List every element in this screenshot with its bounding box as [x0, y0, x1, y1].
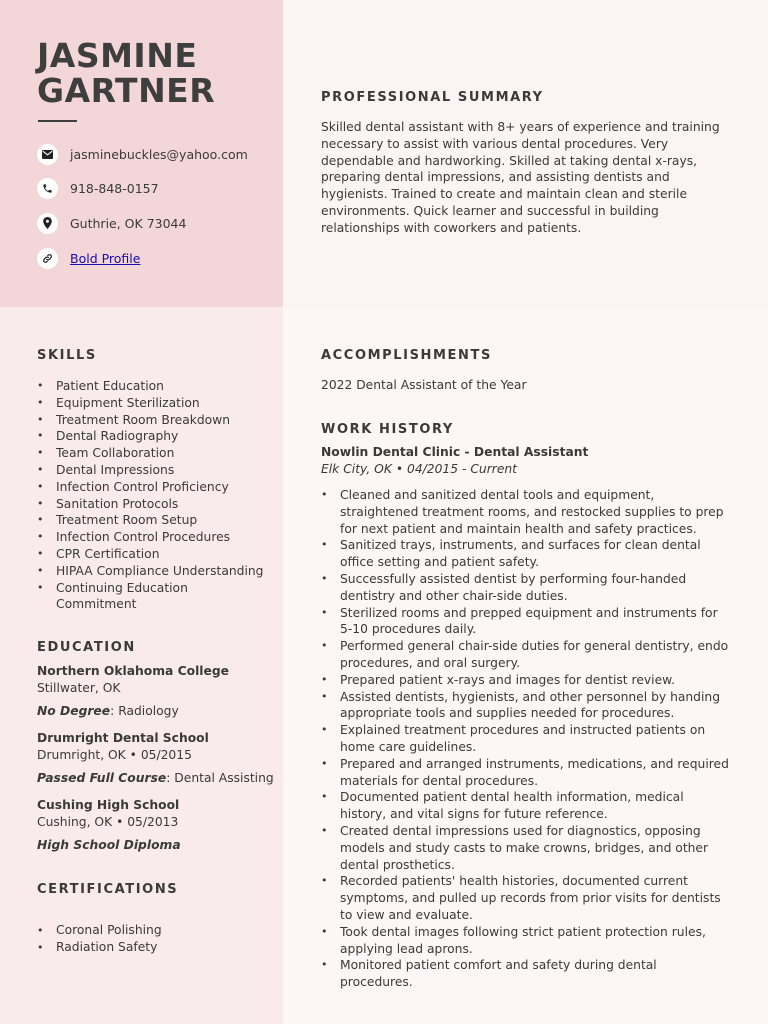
list-item: • Created dental impressions used for diagnostics, opposing models and study casts to make crowns, bridges, and other dental prosthetics.: [321, 823, 731, 873]
last-name: GARTNER: [37, 71, 216, 110]
list-item: • Dental Impressions: [37, 462, 267, 479]
list-item: • Coronal Polishing: [37, 922, 267, 939]
list-item: • Prepared and arranged instruments, medications, and required materials for dental procedures.: [321, 756, 731, 790]
education-entry: [37, 797, 277, 854]
link-icon: [37, 248, 58, 269]
list-item: • Recorded patients' health histories, documented current symptoms, and pulled up records from prior visits for dentists to view and evaluate.: [321, 873, 731, 923]
list-item: • Team Collaboration: [37, 445, 267, 462]
contact-phone: [37, 177, 277, 199]
job-title: Nowlin Dental Clinic - Dental Assistant: [321, 445, 589, 459]
education-heading: EDUCATION: [37, 640, 136, 655]
list-item: • Took dental images following strict patient protection rules, applying lead aprons.: [321, 924, 731, 958]
profile-link[interactable]: Bold Profile: [70, 250, 141, 266]
list-item: • Documented patient dental health information, medical history, and vital signs for future reference.: [321, 789, 731, 823]
education-entry: [37, 730, 277, 787]
degree-type: No Degree: [37, 704, 111, 718]
summary-text: Skilled dental assistant with 8+ years of experience and training necessary to assist with various dental procedures. Very dependable and hardworking. Skilled at taking dental x-rays, preparing dental impressions, and assisting dentists and hygienists. Trained to create and maintain clean and sterile environments. Quick learner and successful in building relationships with coworkers and patients.: [321, 120, 720, 235]
job-location-dates: Elk City, OK • 04/2015 - Current: [321, 462, 518, 476]
phone-icon: [37, 178, 58, 199]
work-history-heading: WORK HISTORY: [321, 422, 454, 437]
list-item: • Equipment Sterilization: [37, 395, 267, 412]
list-item: • Infection Control Proficiency: [37, 479, 267, 496]
contact-profile: [37, 247, 277, 269]
list-item: • Continuing Education Commitment: [37, 580, 206, 614]
degree-type: Passed Full Course: [37, 771, 167, 785]
degree-type: High School Diploma: [37, 838, 181, 852]
list-item: • Successfully assisted dentist by performing four-handed dentistry and other chair-side duties.: [321, 571, 731, 605]
email-text: jasminebuckles@yahoo.com: [70, 146, 248, 162]
name-divider: [38, 120, 77, 122]
contact-location: [37, 212, 277, 234]
school-location: Cushing, OK • 05/2013: [37, 815, 179, 829]
list-item: • Infection Control Procedures: [37, 529, 267, 546]
accomplishment-item: 2022 Dental Assistant of the Year: [321, 378, 527, 392]
degree-field: Radiology: [118, 704, 179, 718]
list-item: • Sanitized trays, instruments, and surfaces for clean dental office setting and patient safety.: [321, 537, 731, 571]
list-item: • Performed general chair-side duties for general dentistry, endo procedures, and oral surgery.: [321, 638, 731, 672]
list-item: • Monitored patient comfort and safety during dental procedures.: [321, 957, 731, 991]
accomplishments-heading: ACCOMPLISHMENTS: [321, 348, 492, 363]
list-item: • HIPAA Compliance Understanding: [37, 563, 267, 580]
school-name: Cushing High School: [37, 798, 180, 812]
degree: Passed Full Course: Dental Assisting: [37, 771, 274, 785]
list-item: • Sterilized rooms and prepped equipment and instruments for 5-10 procedures daily.: [321, 605, 731, 639]
job-duties-list: [321, 487, 731, 991]
list-item: • Treatment Room Breakdown: [37, 412, 267, 429]
envelope-icon: [37, 144, 58, 165]
list-item: • Assisted dentists, hygienists, and other personnel by handing appropriate tools and supplies needed for procedures.: [321, 689, 731, 723]
map-pin-icon: [37, 213, 58, 234]
list-item: • CPR Certification: [37, 546, 267, 563]
phone-text: 918-848-0157: [70, 180, 159, 196]
location-text: Guthrie, OK 73044: [70, 215, 187, 231]
school-name: Northern Oklahoma College: [37, 664, 230, 678]
contact-email: [37, 143, 277, 165]
first-name: JASMINE: [37, 36, 198, 75]
skills-list: [37, 378, 267, 613]
list-item: • Treatment Room Setup: [37, 512, 267, 529]
summary-heading: PROFESSIONAL SUMMARY: [321, 90, 544, 105]
list-item: • Dental Radiography: [37, 428, 267, 445]
list-item: • Patient Education: [37, 378, 267, 395]
list-item: • Radiation Safety: [37, 939, 267, 956]
school-name: Drumright Dental School: [37, 731, 209, 745]
degree: No Degree: Radiology: [37, 704, 179, 718]
certifications-heading: CERTIFICATIONS: [37, 882, 179, 897]
list-item: • Sanitation Protocols: [37, 496, 267, 513]
certifications-list: [37, 922, 267, 956]
degree: [37, 837, 277, 854]
school-location: Stillwater, OK: [37, 681, 121, 695]
list-item: • Explained treatment procedures and instructed patients on home care guidelines.: [321, 722, 731, 756]
skills-heading: SKILLS: [37, 348, 97, 363]
candidate-name: [37, 38, 267, 108]
degree-field: Dental Assisting: [174, 771, 274, 785]
list-item: • Cleaned and sanitized dental tools and equipment, straightened treatment rooms, and restocked supplies to prep for next patient and maintain health and safety practices.: [321, 487, 731, 537]
school-location: Drumright, OK • 05/2015: [37, 748, 192, 762]
list-item: • Prepared patient x-rays and images for dentist review.: [321, 672, 731, 689]
education-entry: [37, 663, 277, 720]
